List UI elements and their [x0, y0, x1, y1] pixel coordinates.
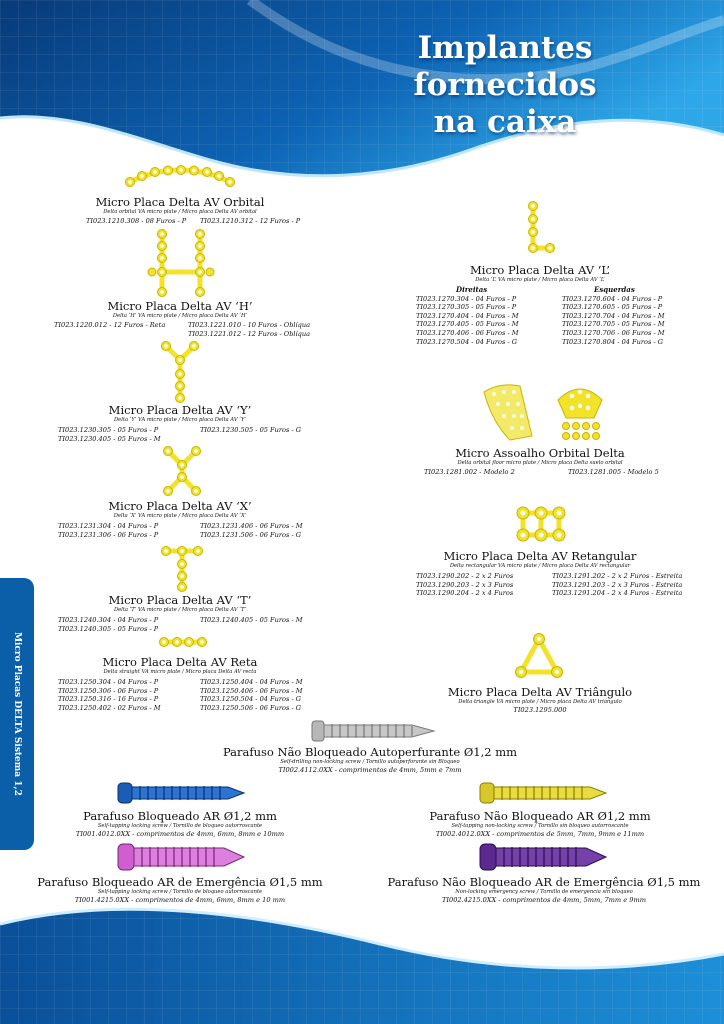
product-name: Parafuso Bloqueado AR Ø1,2 mm [83, 809, 277, 823]
screw5-code: TI002.4215.0XX - comprimentos de 4mm, 5mm, 7mm e 9mm [442, 896, 646, 904]
screw5-block [384, 876, 704, 905]
ret-codes-left: TI023.1290.202 - 2 x 2 Furos TI023.1290.203 - 2 x 3 Furos TI023.1290.204 - 2 x 4 Furos [416, 572, 514, 598]
orbital-plate-image [124, 166, 236, 188]
product-name: Parafuso Bloqueado AR de Emergência Ø1,5 mm [37, 875, 323, 889]
product-name: Parafuso Não Bloqueado AR de Emergência Ø1,5 mm [387, 875, 701, 889]
x-block [80, 500, 280, 520]
screw1-code: TI002.4112.0XX - comprimentos de 4mm, 5mm e 7mm [278, 766, 462, 774]
product-subtitle: Delta straight VA micro plate / Micro placa Delta AV recta [103, 669, 257, 675]
product-subtitle: Delta ‘Y’ VA micro plate / Micro placa Delta AV ‘Y’ [113, 417, 247, 423]
product-subtitle: Self-tapping non-locking screw / Tornillo sin bloqueo autorroscante [451, 823, 629, 829]
orbital-floor-block [440, 447, 640, 467]
product-name: Micro Placa Delta AV ‘X’ [108, 499, 252, 513]
h-codes-left: TI023.1220.012 - 12 Furos - Reta [54, 321, 166, 329]
product-subtitle: Delta ‘X’ VA micro plate / Micro placa Delta AV ‘X’ [113, 513, 247, 519]
page-title: Implantes fornecidos na caixa [413, 30, 597, 140]
product-name: Micro Placa Delta AV Retangular [443, 549, 637, 563]
screw-purple-image [480, 843, 608, 871]
product-name: Micro Placa Delta AV ‘Y’ [108, 403, 252, 417]
orbital-codes-right: TI023.1210.312 - 12 Furos - P [200, 217, 301, 225]
h-block [80, 300, 280, 320]
product-name: Micro Placa Delta AV ‘H’ [107, 299, 253, 313]
product-subtitle: Self-drilling non-locking screw / Tornillo autoperforante sin Bloqueo [280, 759, 460, 765]
triangle-code: TI023.1295.000 [513, 706, 567, 714]
product-name: Micro Placa Delta AV Orbital [95, 195, 265, 209]
side-tab-label: Micro Placas DELTA Sistema 1,2 [12, 632, 22, 796]
straight-plate-image [158, 636, 208, 648]
x-codes-left: TI023.1231.304 - 04 Furos - P TI023.1231.306 - 06 Furos - P [58, 522, 159, 539]
orbital-floor-image [480, 380, 610, 444]
product-name: Parafuso Não Bloqueado AR Ø1,2 mm [429, 809, 651, 823]
rectangular-block [440, 550, 640, 570]
l-esquerdas-heading: Esquerdas [594, 285, 635, 294]
y-plate-image [160, 340, 200, 404]
triangle-block [440, 686, 640, 715]
rectangular-plate-image [515, 505, 567, 543]
t-codes-right: TI023.1240.405 - 05 Furos - M [200, 616, 303, 624]
screw-silver-image [312, 719, 436, 743]
screw4-block [20, 876, 340, 905]
screw1-block [220, 746, 520, 775]
orbital-block [80, 196, 280, 216]
product-subtitle: Non-locking emergency screw / Tornillo de emergencia sin bloqueo [455, 889, 633, 895]
product-name: Micro Placa Delta AV ‘L’ [470, 263, 610, 277]
product-name: Micro Placa Delta AV Reta [102, 655, 258, 669]
h-codes-right: TI023.1221.010 - 10 Furos - Oblíqua TI023.1221.012 - 12 Furos - Oblíqua [188, 321, 311, 338]
product-name: Parafuso Não Bloqueado Autoperfurante Ø1,2 mm [222, 745, 518, 759]
screw-pink-image [118, 843, 246, 871]
orbital-codes-left: TI023.1210.308 - 08 Furos - P [86, 217, 187, 225]
product-subtitle: Delta orbital floor micro plate / Micro placa Delta suelo orbital [457, 460, 623, 466]
l-block [440, 264, 640, 284]
screw2-code: TI001.4012.0XX - comprimentos de 4mm, 6mm, 8mm e 10mm [75, 830, 285, 838]
product-subtitle: Delta orbital VA micro plate / Micro placa Delta AV orbital [103, 209, 257, 215]
product-name: Micro Placa Delta AV ‘T’ [108, 593, 252, 607]
ret-codes-right: TI023.1291.202 - 2 x 2 Furos - Estreita TI023.1291.203 - 2 x 3 Furos - Estreita TI023.1291.204 - 2 x 4 Furos - Estreita [552, 572, 683, 598]
t-codes-left: TI023.1240.304 - 04 Furos - P TI023.1240.305 - 05 Furos - P [58, 616, 159, 633]
triangle-plate-image [514, 632, 564, 680]
l-codes-right: Esquerdas TI023.1270.604 - 04 Furos - P TI023.1270.605 - 05 Furos - P TI023.1270.704 - 04 Furos - M TI023.1270.705 - 05 Furos - M TI023.1270.706 - 06 Furos - M TI023.1270.804 - 04 Furos - G [562, 285, 665, 346]
screw-gold-image [480, 782, 608, 804]
l-plate-image [526, 200, 556, 256]
y-codes-right: TI023.1230.505 - 05 Furos - G [200, 426, 302, 434]
product-subtitle: Delta rectangular VA micro plate / Micro placa Delta AV rectangular [449, 563, 631, 569]
product-subtitle: Delta ‘T’ VA micro plate / Micro placa Delta AV ‘T’ [113, 607, 247, 613]
l-direitas-heading: Direitas [456, 285, 488, 294]
screw3-block [420, 810, 660, 839]
floor-codes-left: TI023.1281.002 - Modelo 2 [424, 468, 515, 476]
product-name: Micro Assoalho Orbital Delta [455, 446, 625, 460]
straight-block [80, 656, 280, 676]
y-block [80, 404, 280, 424]
product-name: Micro Placa Delta AV Triângulo [447, 685, 633, 699]
t-block [80, 594, 280, 614]
x-codes-right: TI023.1231.406 - 06 Furos - M TI023.1231.506 - 06 Furos - G [200, 522, 303, 539]
product-subtitle: Delta ‘H’ VA micro plate / Micro placa Delta AV ‘H’ [112, 313, 248, 319]
screw4-code: TI001.4215.0XX - comprimentos de 4mm, 6mm, 8mm e 10 mm [74, 896, 286, 904]
floor-codes-right: TI023.1281.005 - Modelo 5 [568, 468, 659, 476]
t-plate-image [160, 545, 204, 593]
product-subtitle: Delta ‘L’ VA micro plate / Micro placa Delta AV ‘L’ [475, 277, 605, 283]
straight-codes-right: TI023.1250.404 - 04 Furos - M TI023.1250.406 - 06 Furos - M TI023.1250.504 - 04 Furos - G TI023.1250.506 - 06 Furos - G [200, 678, 303, 712]
product-subtitle: Self-tapping locking screw / Tornillo de bloqueo autorroscante [97, 889, 263, 895]
h-plate-image [148, 228, 214, 298]
product-subtitle: Self-tapping locking screw / Tornillo de bloqueo autorroscante [97, 823, 263, 829]
screw2-block [60, 810, 300, 839]
product-subtitle: Delta triangle VA micro plate / Micro placa Delta AV triángulo [458, 699, 622, 705]
y-codes-left: TI023.1230.305 - 05 Furos - P TI023.1230.405 - 05 Furos - M [58, 426, 161, 443]
screw-blue-image [118, 782, 246, 804]
screw3-code: TI002.4012.0XX - comprimentos de 5mm, 7mm, 9mm e 11mm [435, 830, 645, 838]
l-codes-left: Direitas TI023.1270.304 - 04 Furos - P TI023.1270.305 - 05 Furos - P TI023.1270.404 - 04 Furos - M TI023.1270.405 - 05 Furos - M TI023.1270.406 - 06 Furos - M TI023.1270.504 - 04 Furos - G [416, 285, 519, 346]
x-plate-image [162, 445, 202, 497]
straight-codes-left: TI023.1250.304 - 04 Furos - P TI023.1250.306 - 06 Furos - P TI023.1250.316 - 16 Furos - P TI023.1250.402 - 02 Furos - M [58, 678, 161, 712]
